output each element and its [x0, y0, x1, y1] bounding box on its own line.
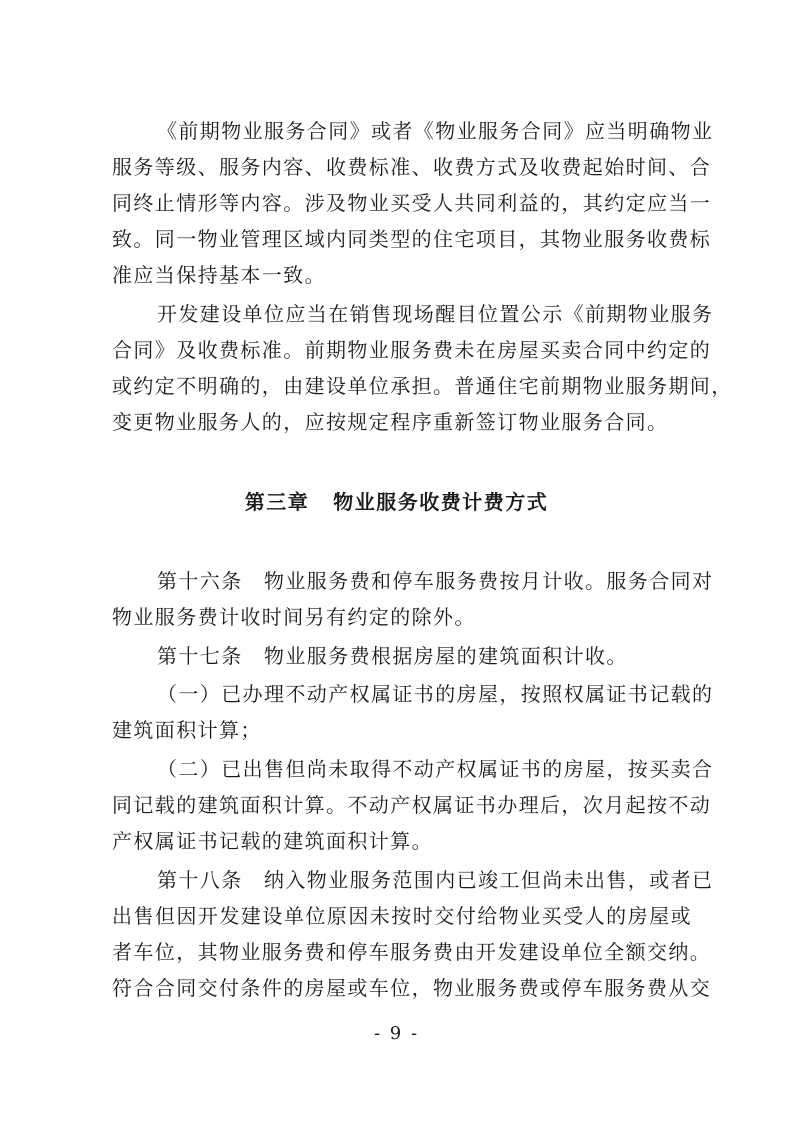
paragraph-line: 或约定不明确的，由建设单位承担。普通住宅前期物业服务期间， [112, 374, 733, 398]
chapter-number: 第三章 [244, 490, 310, 514]
article-item-line: 产权属证书记载的建筑面积计算。 [112, 829, 433, 853]
chapter-title: 物业服务收费计费方式 [333, 490, 549, 514]
paragraph-line: 变更物业服务人的，应按规定程序重新签订物业服务合同。 [112, 410, 669, 434]
article-line: 者车位，其物业服务费和停车服务费由开发建设单位全额交纳。 [112, 940, 712, 964]
article-line: 物业服务费计收时间另有约定的除外。 [112, 605, 476, 629]
paragraph-line: 《前期物业服务合同》或者《物业服务合同》应当明确物业 [157, 119, 714, 143]
paragraph-line: 致。同一物业管理区域内同类型的住宅项目，其物业服务收费标 [112, 227, 712, 251]
article-line: 第十六条 物业服务费和停车服务费按月计收。服务合同对 [157, 569, 714, 593]
article-line: 符合合同交付条件的房屋或车位，物业服务费或停车服务费从交 [112, 976, 712, 1000]
article-item-line: 同记载的建筑面积计算。不动产权属证书办理后，次月起按不动 [112, 793, 712, 817]
chapter-heading [0, 488, 793, 516]
article-line: 第十八条 纳入物业服务范围内已竣工但尚未出售，或者已 [157, 868, 714, 892]
paragraph-line: 同终止情形等内容。涉及物业买受人共同利益的，其约定应当一 [112, 191, 712, 215]
paragraph-line: 开发建设单位应当在销售现场醒目位置公示《前期物业服务 [157, 302, 714, 326]
article-line: 第十七条 物业服务费根据房屋的建筑面积计收。 [157, 644, 628, 668]
paragraph-line: 合同》及收费标准。前期物业服务费未在房屋买卖合同中约定的 [112, 338, 712, 362]
paragraph-line: 服务等级、服务内容、收费标准、收费方式及收费起始时间、合 [112, 155, 712, 179]
article-item-line: （二）已出售但尚未取得不动产权属证书的房屋，按买卖合 [157, 757, 714, 781]
article-item-line: （一）已办理不动产权属证书的房屋，按照权属证书记载的 [157, 682, 714, 706]
article-line: 出售但因开发建设单位原因未按时交付给物业买受人的房屋或 [112, 904, 692, 928]
paragraph-line: 准应当保持基本一致。 [112, 263, 326, 287]
page-number: - 9 - [373, 1023, 420, 1044]
article-item-line: 建筑面积计算； [112, 718, 262, 742]
